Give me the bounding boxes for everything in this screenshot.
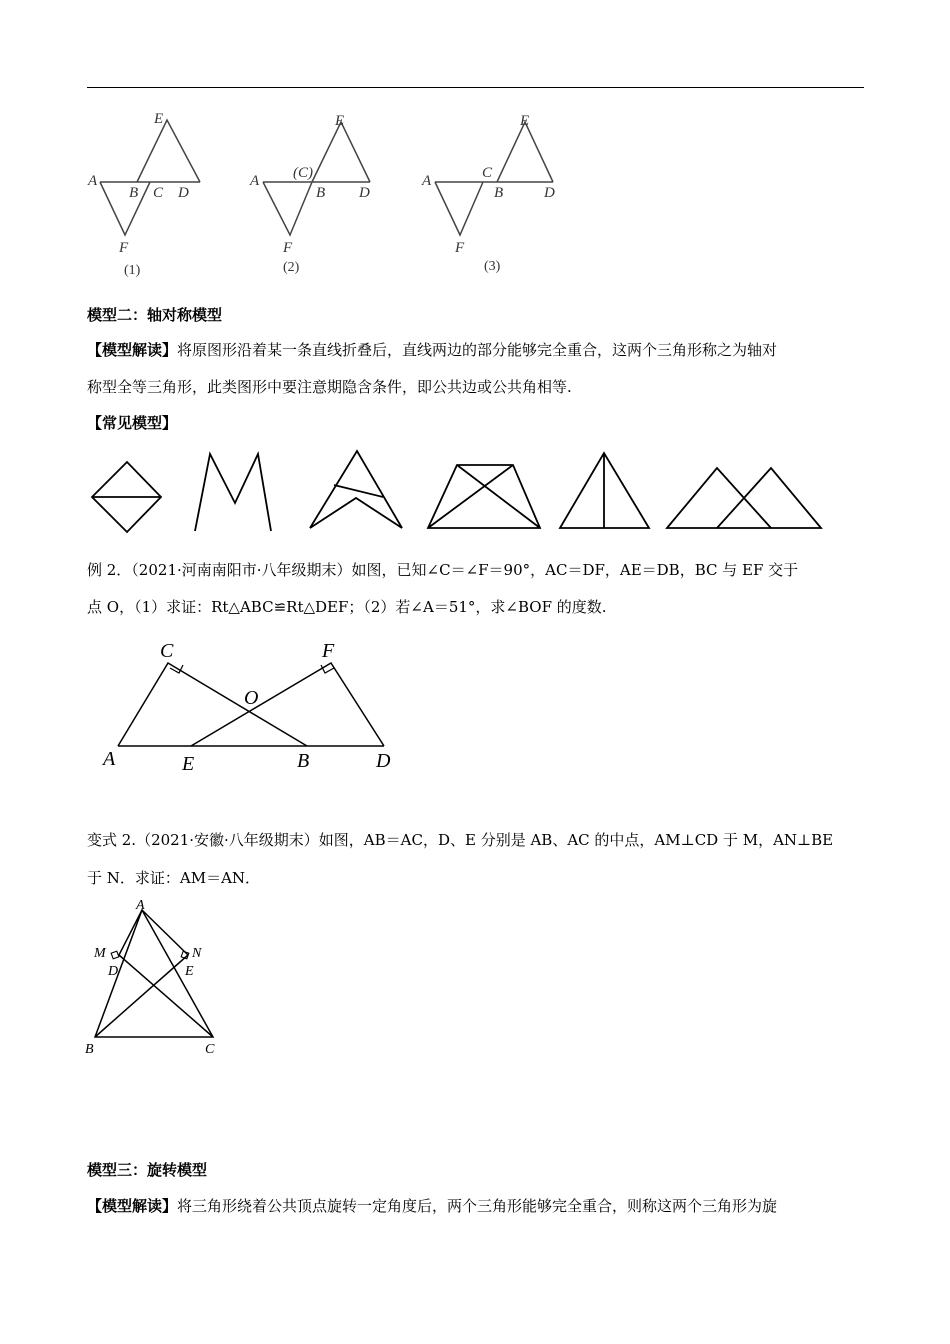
variant2-line2: 于 N．求证：AM＝AN． — [87, 869, 261, 887]
section2-interp-line1 — [87, 340, 777, 360]
fig1-label-c: C — [153, 185, 164, 201]
variant2-line1: 变式 2.（2021·安徽·八年级期末）如图，AB＝AC，D、E 分别是 AB、AC 的中点，AM⊥CD 于 M，AN⊥BE — [87, 831, 834, 849]
fig2-label-e: E — [335, 113, 345, 129]
fig2-caption: (2) — [283, 260, 300, 275]
ex2-label-b: B — [297, 750, 310, 772]
example2-line2: 点 O，（1）求证：Rt△ABC≌Rt△DEF；（2）若∠A＝51°，求∠BOF 的度数. — [87, 598, 607, 616]
model-overlap-triangles — [428, 465, 540, 528]
ex2-label-e: E — [182, 753, 195, 775]
figure-1 — [100, 120, 200, 235]
model-kite — [92, 462, 161, 532]
section3-interp-label: 【模型解读】 — [87, 1197, 178, 1215]
fig1-caption: (1) — [124, 263, 141, 278]
figure-2 — [263, 122, 370, 235]
model-crossing-triangles — [667, 468, 821, 528]
fig2-label-b: B — [316, 185, 326, 201]
translation-figures — [80, 105, 580, 285]
example2-line1: 例 2．（2021·河南南阳市·八年级期末）如图，已知∠C＝∠F＝90°，AC＝DF，AE＝DB，BC 与 EF 交于 — [87, 561, 799, 579]
variant2-figure — [85, 895, 235, 1060]
fig3-label-b: B — [494, 185, 504, 201]
fig2-label-d: D — [359, 185, 370, 201]
var2-label-d: D — [108, 964, 119, 979]
var2-label-c: C — [205, 1042, 215, 1057]
model-arrow-cross — [310, 451, 402, 528]
figure-3 — [435, 122, 553, 235]
section2-interp-label: 【模型解读】 — [87, 341, 178, 359]
section2-title: 模型二：轴对称模型 — [87, 306, 223, 324]
fig1-label-f: F — [119, 240, 129, 256]
section2-interp-text1: 将原图形沿着某一条直线折叠后，直线两边的部分能够完全重合，这两个三角形称之为轴对 — [177, 341, 778, 359]
fig2-label-c: (C) — [293, 165, 313, 181]
model-m-shape — [195, 454, 271, 531]
fig3-label-a: A — [422, 173, 432, 189]
ex2-label-d: D — [376, 750, 391, 772]
section3-interp-text1: 将三角形绕着公共顶点旋转一定角度后，两个三角形能够完全重合，则称这两个三角形为旋 — [177, 1197, 778, 1215]
ex2-label-f: F — [322, 640, 335, 662]
fig1-label-e: E — [154, 111, 164, 127]
fig3-label-e: E — [520, 113, 530, 129]
fig2-label-f: F — [283, 240, 293, 256]
fig3-label-f: F — [455, 240, 465, 256]
ex2-label-a: A — [103, 748, 116, 770]
fig3-label-c: C — [482, 165, 493, 181]
model-isosceles-split — [560, 453, 649, 528]
fig1-label-d: D — [178, 185, 189, 201]
ex2-label-c: C — [160, 640, 174, 662]
example2-figure — [95, 632, 415, 777]
common-models-figures — [85, 445, 830, 535]
header-rule — [87, 87, 864, 88]
section3-title: 模型三：旋转模型 — [87, 1161, 208, 1179]
section2-interp-line2: 称型全等三角形，此类图形中要注意期隐含条件，即公共边或公共角相等. — [87, 378, 572, 396]
fig3-caption: (3) — [484, 259, 501, 274]
var2-label-b: B — [85, 1042, 94, 1057]
fig1-label-a: A — [88, 173, 98, 189]
var2-label-e: E — [185, 964, 194, 979]
fig2-label-a: A — [250, 173, 260, 189]
ex2-label-o: O — [244, 687, 259, 709]
var2-label-a: A — [136, 898, 145, 913]
fig3-label-d: D — [544, 185, 555, 201]
var2-label-m: M — [94, 946, 106, 961]
fig1-label-b: B — [129, 185, 139, 201]
var2-label-n: N — [192, 946, 202, 961]
section2-common-label: 【常见模型】 — [87, 414, 178, 432]
section3-interp-line1 — [87, 1196, 777, 1216]
